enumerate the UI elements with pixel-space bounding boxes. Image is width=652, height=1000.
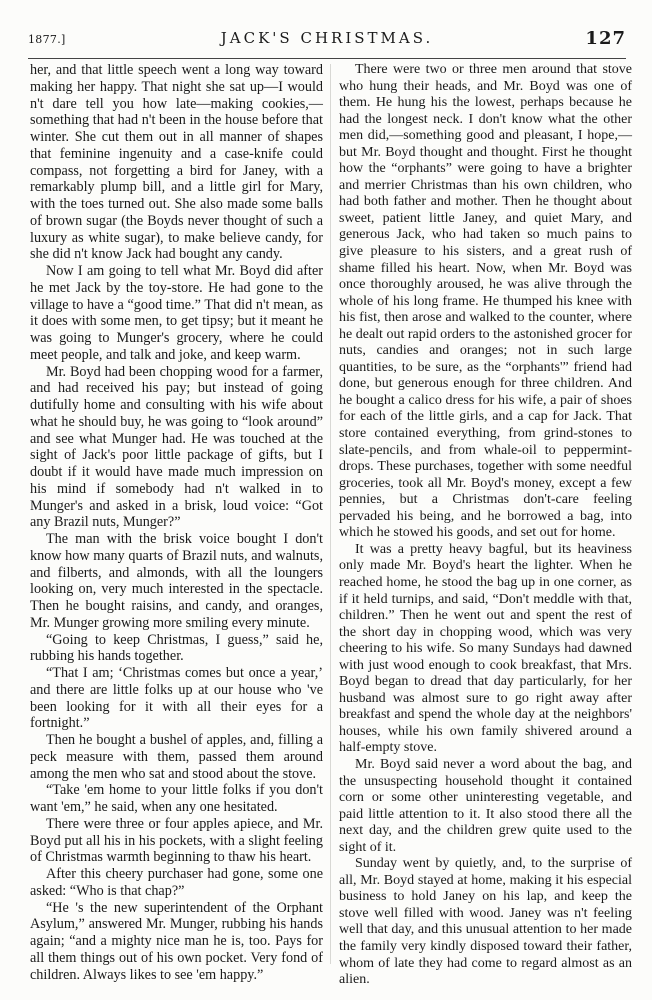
running-header xyxy=(28,28,626,52)
paragraph: her, and that little speech went a long way toward making her happy. That night she sat up—I would n't dare tell you how late—making cookies,—something that had n't been in the house before that winter. She cut them out in all manner of shapes that feminine ingenuity and a case-knife could compass, not forgetting a bird for Janey, with a remarkably plump bill, and a little girl for Mary, with the toes turned out. She also made some balls of brown sugar (the Boyds never thought of such a luxury as white sugar), to make believe candy, for she did n't know Jack had bought any candy. xyxy=(30,62,323,263)
paragraph: There were three or four apples apiece, and Mr. Boyd put all his in his pockets, with a slight feeling of Christmas warmth beginning to thaw his heart. xyxy=(30,815,323,866)
paragraph: There were two or three men around that stove who hung their heads, and Mr. Boyd was one of them. He hung his the lowest, perhaps because he had the longest neck. I don't know what the other men did,—something good and pleasant, I hope,—but Mr. Boyd thought and thought. First he thought how the “orphants” were going to have a brighter and merrier Christmas than his own children, who had both father and mother. Then he thought about sweet, patient little Janey, and quiet Mary, and generous Jack, who had taken so much pains to give pleasure to his sisters, and a great rush of shame filled his heart. Now, when Mr. Boyd was once thoroughly aroused, he was alive through the whole of his long frame. He thumped his knee with his fist, then arose and walked to the counter, where he dealt out rapid orders to the astonished grocer for nuts, candies and oranges; not in such large quantities, to be sure, as the “orphants'” friend had done, but generous enough for three children. And he bought a calico dress for his wife, a pair of shoes for each of the little girls, and a cap for Jack. That store contained everything, from grind-stones to slate-pencils, and from whale-oil to peppermint-drops. These purchases, together with some needful groceries, took all Mr. Boyd's money, except a few pennies, but a Christmas don't-care feeling pervaded his being, and he borrowed a bag, into which he stowed his goods, and set out for home. xyxy=(339,62,632,541)
header-year: 1877.] xyxy=(28,33,66,46)
paragraph: Mr. Boyd said never a word about the bag, and the unsuspecting household thought it contained corn or some other uninteresting vegetable, and paid little attention to it. It also stood there all the next day, and the children grew quite used to the sight of it. xyxy=(339,756,632,855)
paragraph: “Going to keep Christmas, I guess,” said he, rubbing his hands together. xyxy=(30,631,323,665)
paragraph: “He 's the new superintendent of the Orphant Asylum,” answered Mr. Munger, rubbing his hands again; “and a mighty nice man he is, too. Pays for all them things out of his own pocket. Very fond of children. Always likes to see 'em happy.” xyxy=(30,899,323,983)
right-column xyxy=(339,62,632,989)
left-column xyxy=(30,62,323,983)
paragraph: It was a pretty heavy bagful, but its heaviness only made Mr. Boyd's heart the lighter. When he reached home, he stood the bag up in one corner, as if it held turnips, and said, “Don't meddle with that, children.” Then he went out and spent the rest of the short day in chopping wood, which was very cheering to his wife. So many Sundays had dawned with just wood enough to cook breakfast, that Mrs. Boyd began to dread that day particularly, for her husband was almost sure to go right away after breakfast and spend the whole day at the neighbors' houses, while his own family shivered around a half-empty stove. xyxy=(339,541,632,756)
paragraph: “Take 'em home to your little folks if you don't want 'em,” he said, when any one hesitated. xyxy=(30,782,323,815)
page-number: 127 xyxy=(585,28,626,49)
paragraph: The man with the brisk voice bought I don't know how many quarts of Brazil nuts, and walnuts, and filberts, and almonds, with all the loungers looking on, very much interested in the spectacle. Then he bought raisins, and candy, and oranges, Mr. Munger growing more smiling every minute. xyxy=(30,531,323,631)
paragraph: Mr. Boyd had been chopping wood for a farmer, and had received his pay; but instead of going dutifully home and consulting with his wife about what he should buy, he was going to “look around” and see what Munger had. He was touched at the sight of Jack's poor little package of gifts, but I doubt if it would have made much impression on his mind if somebody had n't walked in to Munger's and asked in a brisk, loud voice: “Got any Brazil nuts, Munger?” xyxy=(30,363,323,531)
paragraph: Now I am going to tell what Mr. Boyd did after he met Jack by the toy-store. He had gone to the village to have a “good time.” That did n't mean, as it does with some men, to get tipsy; but it meant he was going to Munger's grocery, where he could meet people, and talk and joke, and keep warm. xyxy=(30,263,323,363)
paragraph: “That I am; ‘Christmas comes but once a year,’ and there are little folks up at our house who 've been looking for it with all their eyes for a fortnight.” xyxy=(30,665,323,732)
paragraph: Then he bought a bushel of apples, and, filling a peck measure with them, passed them around among the men who sat and stood about the stove. xyxy=(30,732,323,782)
header-title: JACK'S CHRISTMAS. xyxy=(220,29,434,47)
header-rule xyxy=(28,58,626,59)
paragraph: Sunday went by quietly, and, to the surprise of all, Mr. Boyd stayed at home, making it his especial business to hold Janey on his lap, and keep the stove well filled with wood. Janey was n't feeling well that day, and this unusual attention to her made the family very kindly disposed toward their father, whom of late they had come to regard almost as an alien. xyxy=(339,856,632,988)
paragraph: After this cheery purchaser had gone, some one asked: “Who is that chap?” xyxy=(30,866,323,899)
column-divider xyxy=(330,64,331,964)
